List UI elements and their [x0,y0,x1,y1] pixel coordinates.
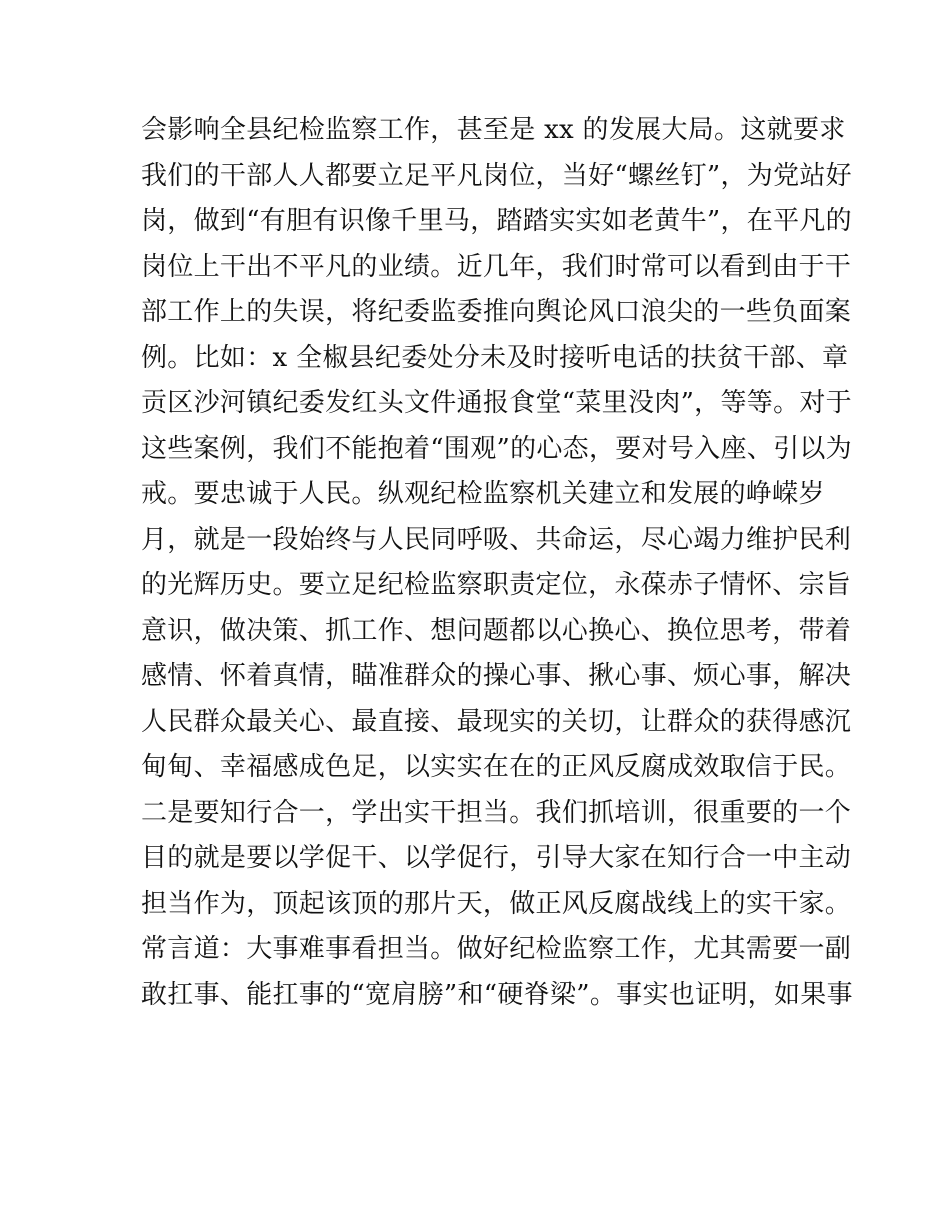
text-line: 担当作为，顶起该顶的那片天，做正风反腐战线上的实干家。 [141,888,852,919]
text-line: 常言道：大事难事看担当。做好纪检监察工作，尤其需要一副 [141,934,852,964]
text-line: 岗位上干出不平凡的业绩。近几年，我们时常可以看到由于干 [141,251,852,282]
text-line: 部工作上的失误，将纪委监委推向舆论风口浪尖的一些负面案 [141,297,852,327]
text-line: 戒。要忠诚于人民。纵观纪检监察机关建立和发展的峥嵘岁 [141,479,825,509]
text-line: 月，就是一段始终与人民同呼吸、共命运，尽心竭力维护民利 [141,524,852,555]
text-line: 敢扛事、能扛事的“宽肩膀”和“硬脊梁”。事实也证明，如果事 [141,979,853,1010]
text-line: 感情、怀着真情，瞄准群众的操心事、揪心事、烦心事，解决 [141,661,852,691]
text-line: 目的就是要以学促干、以学促行，引导大家在知行合一中主动 [141,843,852,873]
text-line: 甸甸、幸福感成色足，以实实在在的正风反腐成效取信于民。 [141,752,852,782]
body-text [141,108,853,1018]
text-line: 贡区沙河镇纪委发红头文件通报食堂“菜里没肉”，等等。对于 [141,388,852,418]
text-line: 岗，做到“有胆有识像千里马，踏踏实实如老黄牛”，在平凡的 [141,206,852,236]
text-line: 的光辉历史。要立足纪检监察职责定位，永葆赤子情怀、宗旨 [141,570,852,600]
text-line: 人民群众最关心、最直接、最现实的关切，让群众的获得感沉 [141,706,852,737]
text-line: 我们的干部人人都要立足平凡岗位，当好“螺丝钉”，为党站好 [141,160,852,191]
text-line: 例。比如：x 全椒县纪委处分未及时接听电话的扶贫干部、章 [141,342,849,373]
text-line: 这些案例，我们不能抱着“围观”的心态，要对号入座、引以为 [141,433,852,464]
text-line: 意识，做决策、抓工作、想问题都以心换心、换位思考，带着 [141,615,852,646]
text-line: 会影响全县纪检监察工作，甚至是 xx 的发展大局。这就要求 [141,115,846,145]
text-line: 二是要知行合一，学出实干担当。我们抓培训，很重要的一个 [141,797,852,828]
